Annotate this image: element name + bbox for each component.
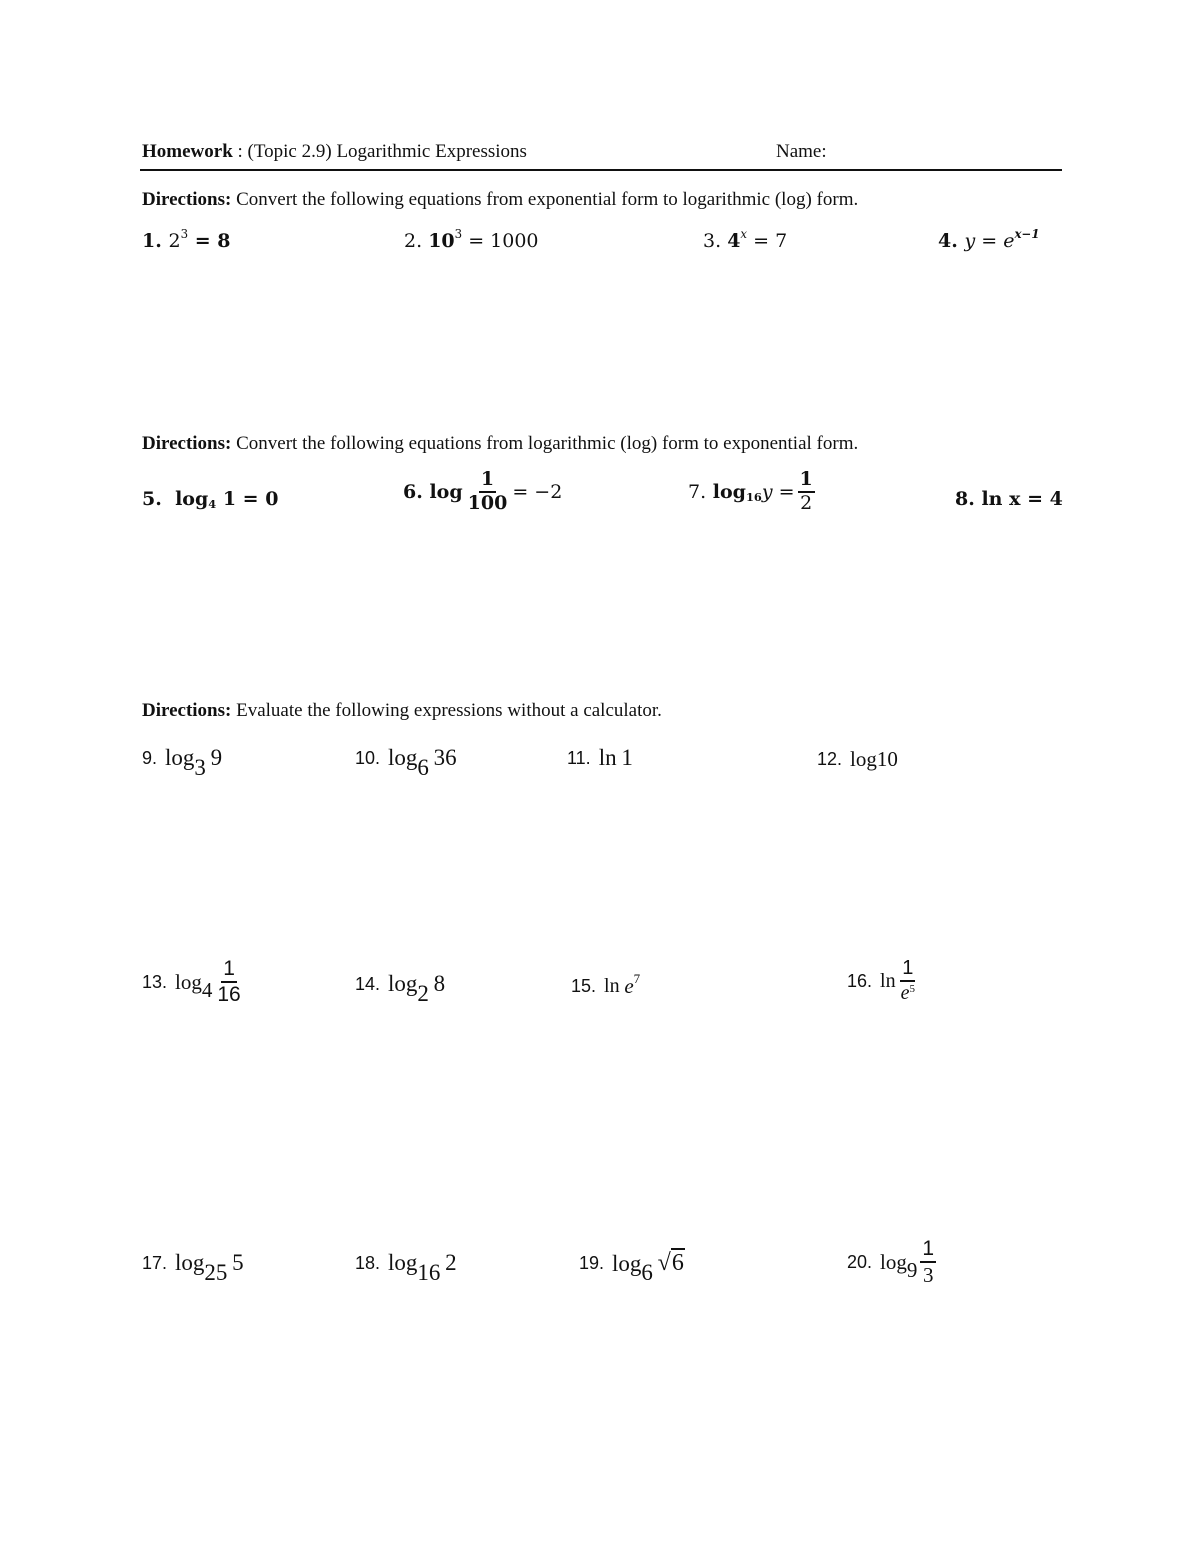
denominator: 16: [217, 983, 241, 1007]
argument: 1 = 0: [222, 488, 279, 510]
argument: 8: [433, 971, 446, 996]
numerator: 1: [479, 470, 496, 493]
directions-2: [142, 433, 858, 455]
denominator: 2: [800, 491, 813, 514]
exponent: x−1: [1014, 226, 1040, 241]
log-base: 25: [204, 1259, 228, 1285]
function: log: [712, 480, 746, 503]
argument: x = 4: [1009, 488, 1063, 510]
function: log: [388, 745, 418, 770]
function: log: [388, 971, 418, 996]
problem-10: [355, 745, 457, 780]
worksheet-title: [142, 141, 527, 163]
problem-6: [403, 470, 562, 514]
function: ln: [880, 969, 896, 992]
log-base: 6: [417, 754, 429, 780]
function: log: [175, 969, 202, 994]
problem-number: 19.: [579, 1253, 605, 1273]
directions-1: [142, 189, 858, 211]
base: 2: [168, 230, 181, 252]
problem-11: [567, 745, 633, 771]
numerator: 1: [920, 1238, 936, 1263]
numerator: 1: [221, 958, 237, 983]
title-rest: : (Topic 2.9) Logarithmic Expressions: [232, 141, 527, 162]
directions-3: [142, 700, 662, 722]
function: log: [388, 1250, 418, 1275]
problem-number: 14.: [355, 973, 381, 994]
log-base: 4: [208, 496, 217, 511]
problem-number: 5.: [142, 488, 162, 510]
numerator: 1: [798, 470, 815, 493]
log-base: 9: [906, 1258, 918, 1283]
problem-19: [579, 1250, 685, 1286]
base: 4: [727, 230, 741, 252]
fraction: [920, 1238, 936, 1286]
rhs: = −2: [512, 480, 563, 503]
problem-number: 3.: [703, 230, 722, 252]
problem-14: [355, 971, 446, 1006]
function: log: [165, 745, 195, 770]
log-base: 16: [417, 1259, 441, 1285]
problem-number: 11.: [567, 747, 591, 768]
problem-7: [688, 470, 818, 514]
problem-16: [847, 958, 920, 1004]
log-base: 4: [201, 978, 213, 1003]
problem-13: [142, 958, 246, 1006]
directions-label: Directions:: [142, 189, 232, 210]
argument: e: [624, 974, 634, 998]
denominator-exponent: 5: [909, 983, 915, 996]
argument: 2: [445, 1250, 457, 1275]
problem-number: 6.: [403, 480, 423, 503]
function: log: [612, 1250, 642, 1276]
argument: 10: [876, 747, 898, 771]
problem-2: [404, 226, 539, 252]
problem-number: 10.: [355, 747, 381, 768]
function: ln: [598, 745, 617, 770]
header-rule: [140, 169, 1062, 171]
problem-9: [142, 745, 223, 780]
problem-number: 16.: [847, 970, 873, 991]
problem-number: 1.: [142, 230, 162, 252]
denominator-base: e: [900, 982, 910, 1004]
function: log: [429, 480, 463, 503]
base: 10: [428, 230, 455, 252]
problem-15: [571, 970, 641, 999]
exponent: 3: [454, 226, 463, 241]
denominator: [899, 982, 917, 1004]
function: log: [175, 1250, 205, 1275]
function: log: [850, 747, 877, 771]
problem-number: 18.: [355, 1252, 381, 1273]
problem-number: 2.: [404, 230, 423, 252]
directions-text: Evaluate the following expressions without a calculator.: [231, 700, 662, 721]
name-label: Name:: [776, 141, 827, 162]
fraction: [798, 470, 815, 514]
directions-text: Convert the following equations from exponential form to logarithmic (log) form.: [231, 189, 859, 210]
exponent: x: [740, 226, 748, 241]
problem-18: [355, 1250, 457, 1285]
fraction: [899, 958, 917, 1004]
title-bold: Homework: [142, 141, 233, 162]
exponent: 3: [180, 226, 189, 241]
problem-8: [955, 488, 1063, 510]
function: log: [880, 1249, 907, 1274]
fraction: [466, 470, 510, 514]
denominator: 3: [922, 1263, 934, 1288]
exponent: 7: [633, 970, 641, 986]
problem-4: [938, 226, 1040, 252]
problem-1: [142, 226, 231, 252]
lhs: y = e: [964, 230, 1015, 252]
problem-number: 12.: [817, 749, 843, 769]
function: ln: [981, 488, 1003, 510]
numerator: 1: [900, 958, 915, 982]
problem-number: 20.: [847, 1251, 873, 1272]
directions-label: Directions:: [142, 700, 232, 721]
radical-sign-icon: √: [657, 1250, 671, 1276]
log-base: 2: [417, 980, 429, 1006]
argument: 9: [210, 745, 223, 770]
problem-20: [847, 1238, 939, 1286]
problem-17: [142, 1250, 244, 1285]
function: ln: [604, 975, 620, 997]
problem-number: 7.: [688, 480, 707, 503]
rhs: = 1000: [468, 230, 539, 252]
problem-12: [817, 747, 898, 772]
rhs: = 8: [194, 230, 231, 252]
problem-number: 9.: [142, 747, 158, 768]
problem-number: 4.: [938, 230, 958, 252]
directions-text: Convert the following equations from logarithmic (log) form to exponential form.: [231, 433, 859, 454]
problem-3: [703, 226, 788, 252]
problem-number: 15.: [571, 976, 597, 996]
fraction: [215, 958, 242, 1006]
argument: 36: [433, 745, 457, 770]
log-base: 3: [194, 754, 206, 780]
problem-number: 8.: [955, 488, 975, 510]
log-base: 16: [745, 489, 762, 504]
square-root: [658, 1250, 685, 1277]
denominator: 100: [467, 491, 508, 514]
problem-number: 17.: [142, 1252, 168, 1273]
problem-5: [142, 488, 278, 510]
argument: 5: [232, 1250, 244, 1275]
function: log: [175, 488, 209, 510]
directions-label: Directions:: [142, 433, 232, 454]
argument: 1: [621, 745, 633, 770]
log-base: 6: [641, 1260, 653, 1286]
problem-number: 13.: [142, 971, 168, 992]
radicand: 6: [671, 1250, 684, 1276]
argument: y =: [761, 480, 795, 503]
rhs: = 7: [753, 230, 788, 252]
